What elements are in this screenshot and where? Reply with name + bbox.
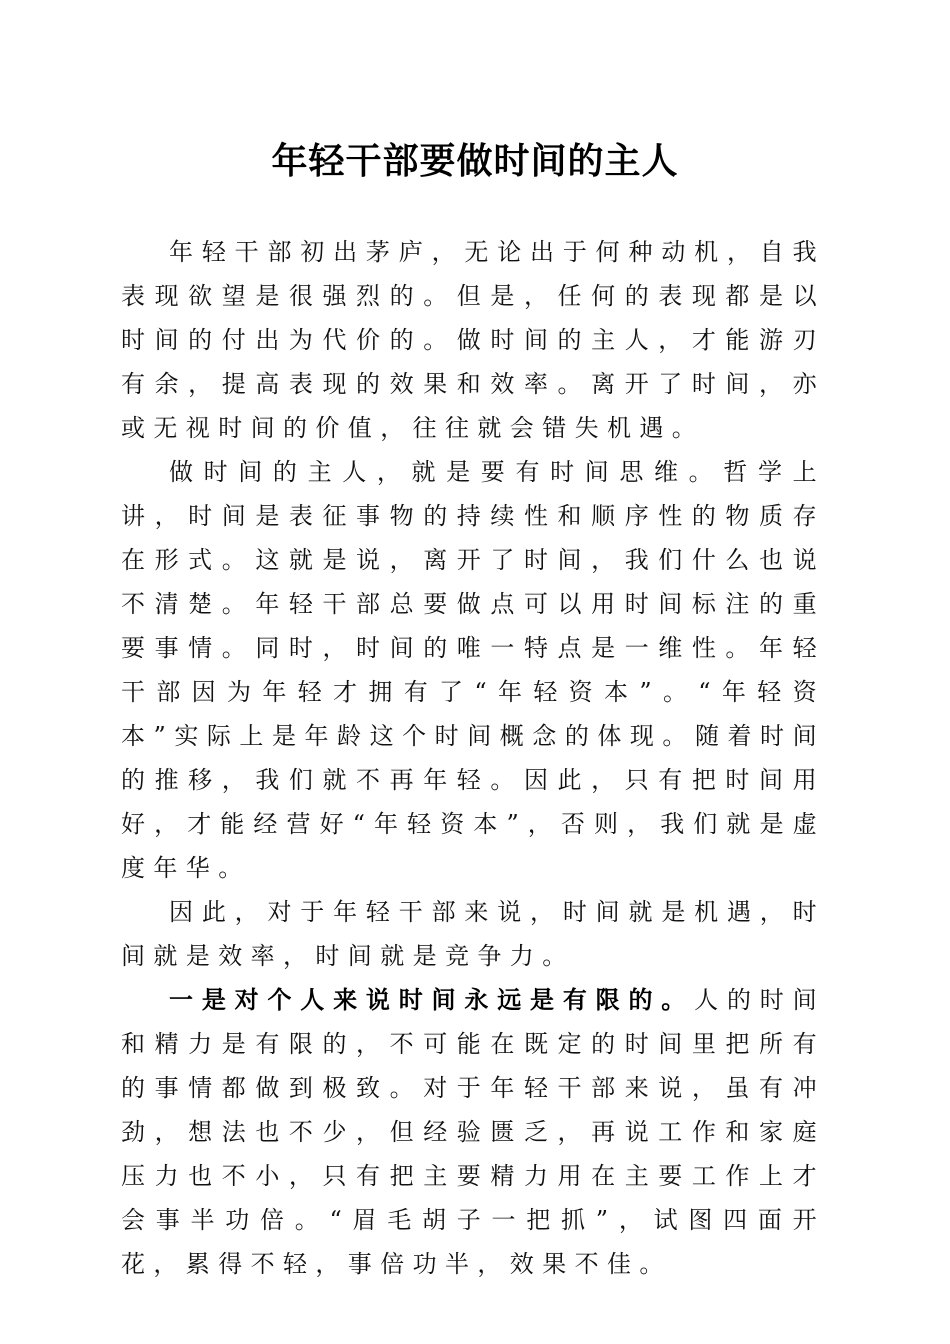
paragraph-1	[121, 230, 825, 450]
paragraph-text: 人的时间和精力是有限的，不可能在既定的时间里把所有的事情都做到极致。对于年轻干部来说，虽有冲劲，想法也不少，但经验匮乏，再说工作和家庭压力也不小，只有把主要精力用在主要工作上才会事半功倍。“眉毛胡子一把抓”，试图四面开花，累得不轻，事倍功半，效果不佳。	[121, 986, 825, 1278]
paragraph-4	[121, 978, 825, 1286]
document-body	[121, 230, 825, 1286]
paragraph-text: 做时间的主人，就是要有时间思维。哲学上讲，时间是表征事物的持续性和顺序性的物质存在形式。这就是说，离开了时间，我们什么也说不清楚。年轻干部总要做点可以用时间标注的重要事情。同时，时间的唯一特点是一维性。年轻干部因为年轻才拥有了“年轻资本”。“年轻资本”实际上是年龄这个时间概念的体现。随着时间的推移，我们就不再年轻。因此，只有把时间用好，才能经营好“年轻资本”，否则，我们就是虚度年华。	[121, 458, 825, 882]
paragraph-lead-bold: 一是对个人来说时间永远是有限的。	[169, 985, 695, 1014]
paragraph-3	[121, 890, 825, 978]
paragraph-text: 因此，对于年轻干部来说，时间就是机遇，时间就是效率，时间就是竞争力。	[121, 898, 825, 970]
document-title: 年轻干部要做时间的主人	[271, 140, 679, 182]
paragraph-text: 年轻干部初出茅庐，无论出于何种动机，自我表现欲望是很强烈的。但是，任何的表现都是以时间的付出为代价的。做时间的主人，才能游刃有余，提高表现的效果和效率。离开了时间，亦或无视时间的价值，往往就会错失机遇。	[121, 238, 825, 442]
paragraph-2	[121, 450, 825, 890]
